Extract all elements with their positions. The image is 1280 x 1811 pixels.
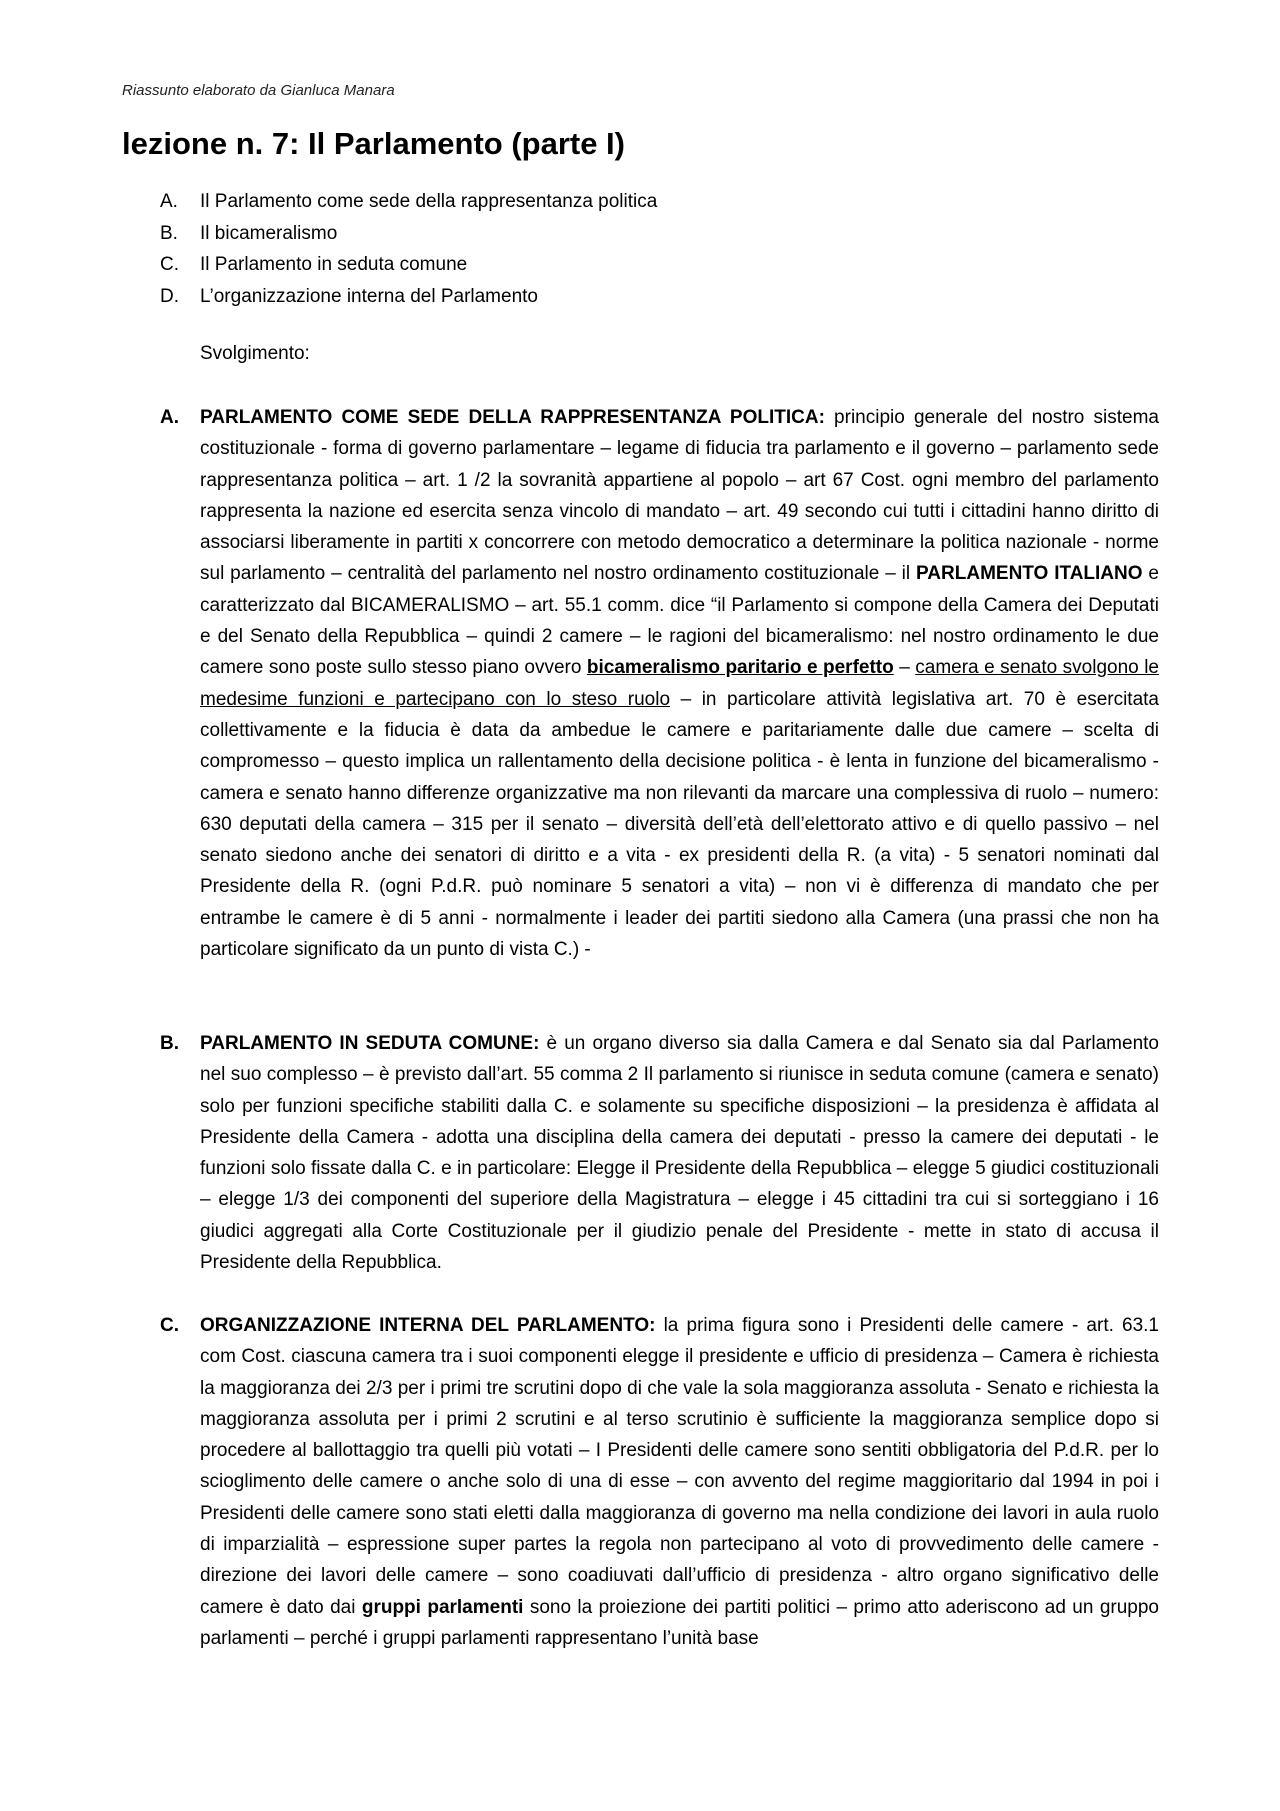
table-of-contents — [160, 186, 657, 312]
section-c-text: sono la proiezione dei partiti politici – primo atto aderiscono ad un gruppo parlamenti – perché i gruppi parlamenti rappresentano l’unità base — [200, 1596, 1159, 1649]
toc-item — [160, 218, 657, 250]
section-c-text: la prima figura sono i Presidenti delle camere - art. 63.1 com Cost. ciascuna camera tra i suoi componenti elegge il presidente e ufficio di presidenza – Camera è richiesta la maggioranza dei 2/3 per i primi tre scrutini dopo di che vale la sola maggioranza assoluta - Senato e richiesta la maggioranza assoluta per i primi 2 scrutini e al terso scrutinio è sufficiente la maggioranza semplice dopo si procedere al ballottaggio tra quelli più votati – I Presidenti delle camere sono sentiti obbligatoria del P.d.R. per lo scioglimento delle camere o anche solo di una di esse – con avvento del regime maggioritario dal 1994 in poi i Presidenti delle camere sono stati eletti dalla maggioranza di governo ma nella condizione dei lavori in aula ruolo di imparzialità – espressione super partes la regola non partecipano al voto di provvedimento delle camere - direzione dei lavori delle camere – sono coadiuvati dall’ufficio di presidenza - altro organo significativo delle camere è dato dai — [200, 1315, 1159, 1618]
emphasis-gruppi-parlamenti: gruppi parlamenti — [361, 1596, 524, 1618]
section-b-body — [200, 1028, 1159, 1278]
toc-text: Il Parlamento come sede della rappresentanza politica — [200, 191, 658, 212]
section-b-text: è un organo diverso sia dalla Camera e dal Senato sia dal Parlamento nel suo complesso – è previsto dall’art. 55 comma 2 Il parlamento si riunisce in seduta comune (camera e senato) solo per funzioni specifiche stabiliti dalla C. e solamente su specifiche disposizioni – la presidenza è affidata al Presidente della Camera - adotta una disciplina della camera dei deputati - presso la camere dei deputati - le funzioni solo fissate dalla C. e in particolare: Elegge il Presidente della Repubblica – elegge 5 giudici costituzionali – elegge 1/3 dei componenti del superiore della Magistratura – elegge i 45 cittadini tra cui si sorteggiano i 16 giudici aggregati alla Corte Costituzionale per il giudizio penale del Presidente - mette in stato di accusa il Presidente della Repubblica. — [200, 1033, 1159, 1274]
toc-text: L’organizzazione interna del Parlamento — [200, 285, 538, 307]
svolgimento-label: Svolgimento: — [200, 343, 310, 364]
toc-letter: D. — [160, 285, 179, 307]
section-c-body — [200, 1310, 1159, 1654]
toc-item — [160, 249, 657, 281]
toc-text: Il bicameralismo — [200, 222, 338, 244]
section-a-body — [200, 402, 1159, 965]
section-letter: A. — [160, 407, 179, 428]
section-c-heading: ORGANIZZAZIONE INTERNA DEL PARLAMENTO: — [200, 1315, 656, 1336]
section-letter: C. — [160, 1315, 179, 1336]
toc-letter: C. — [160, 254, 179, 275]
section-letter: B. — [160, 1033, 179, 1054]
section-a — [160, 402, 1159, 965]
section-a-text: – — [893, 657, 916, 679]
toc-item — [160, 281, 657, 313]
section-a-text: principio generale del nostro sistema costituzionale - forma di governo parlamentare – legame di fiducia tra parlamento e il governo – parlamento sede rappresentanza politica – art. 1 /2 la sovranità appartiene al popolo – art 67 Cost. ogni membro del parlamento rappresenta la nazione ed esercita senza vincolo di mandato – art. 49 secondo cui tutti i cittadini hanno diritto di associarsi liberamente in partiti x concorrere con metodo democratico a determinare la politica nazionale - norme sul parlamento – centralità del parlamento nel nostro ordinamento costituzionale – il — [200, 407, 1159, 585]
section-c — [160, 1310, 1159, 1654]
emphasis-parlamento-italiano: PARLAMENTO ITALIANO — [916, 563, 1143, 585]
toc-letter: B. — [160, 222, 178, 244]
section-b-heading: PARLAMENTO IN SEDUTA COMUNE: — [200, 1033, 540, 1054]
section-a-heading: PARLAMENTO COME SEDE DELLA RAPPRESENTANZA POLITICA: — [200, 407, 825, 428]
toc-letter: A. — [160, 191, 178, 212]
toc-item — [160, 186, 657, 218]
toc-text: Il Parlamento in seduta comune — [200, 254, 468, 275]
emphasis-bicameralismo: bicameralismo paritario e perfetto — [586, 657, 894, 679]
section-b — [160, 1028, 1159, 1278]
underlined-phrase: camera e senato svolgono le medesime funzioni e partecipano con lo steso ruolo — [200, 657, 1159, 710]
page-title: lezione n. 7: Il Parlamento (parte I) — [122, 126, 625, 161]
page-header: Riassunto elaborato da Gianluca Manara — [122, 82, 395, 99]
section-a-text: – in particolare attività legislativa art. 70 è esercitata collettivamente e la fiducia è data da ambedue le camere e paritariamente dalle due camere – scelta di compromesso – questo implica un rallentamento della decisione politica - è lenta in funzione del bicameralismo - camera e senato hanno differenze organizzative ma non rilevanti da marcare una complessiva di ruolo – numero: 630 deputati della camera – 315 per il senato – diversità dell’età dell’elettorato attivo e di quello passivo – nel senato siedono anche dei senatori di diritto e a vita - ex presidenti della R. (a vita) - 5 senatori nominati dal Presidente della R. (ogni P.d.R. può nominare 5 senatori a vita) – non vi è differenza di mandato che per entrambe le camere è di 5 anni - normalmente i leader dei partiti siedono alla Camera (una prassi che non ha particolare significato da un punto di vista C.) - — [200, 688, 1159, 961]
section-a-text: e caratterizzato dal BICAMERALISMO – art. 55.1 comm. dice “il Parlamento si compone della Camera dei Deputati e del Senato della Repubblica – quindi 2 camere – le ragioni del bicameralismo: nel nostro ordinamento le due camere sono poste sullo stesso piano ovvero — [200, 563, 1159, 679]
